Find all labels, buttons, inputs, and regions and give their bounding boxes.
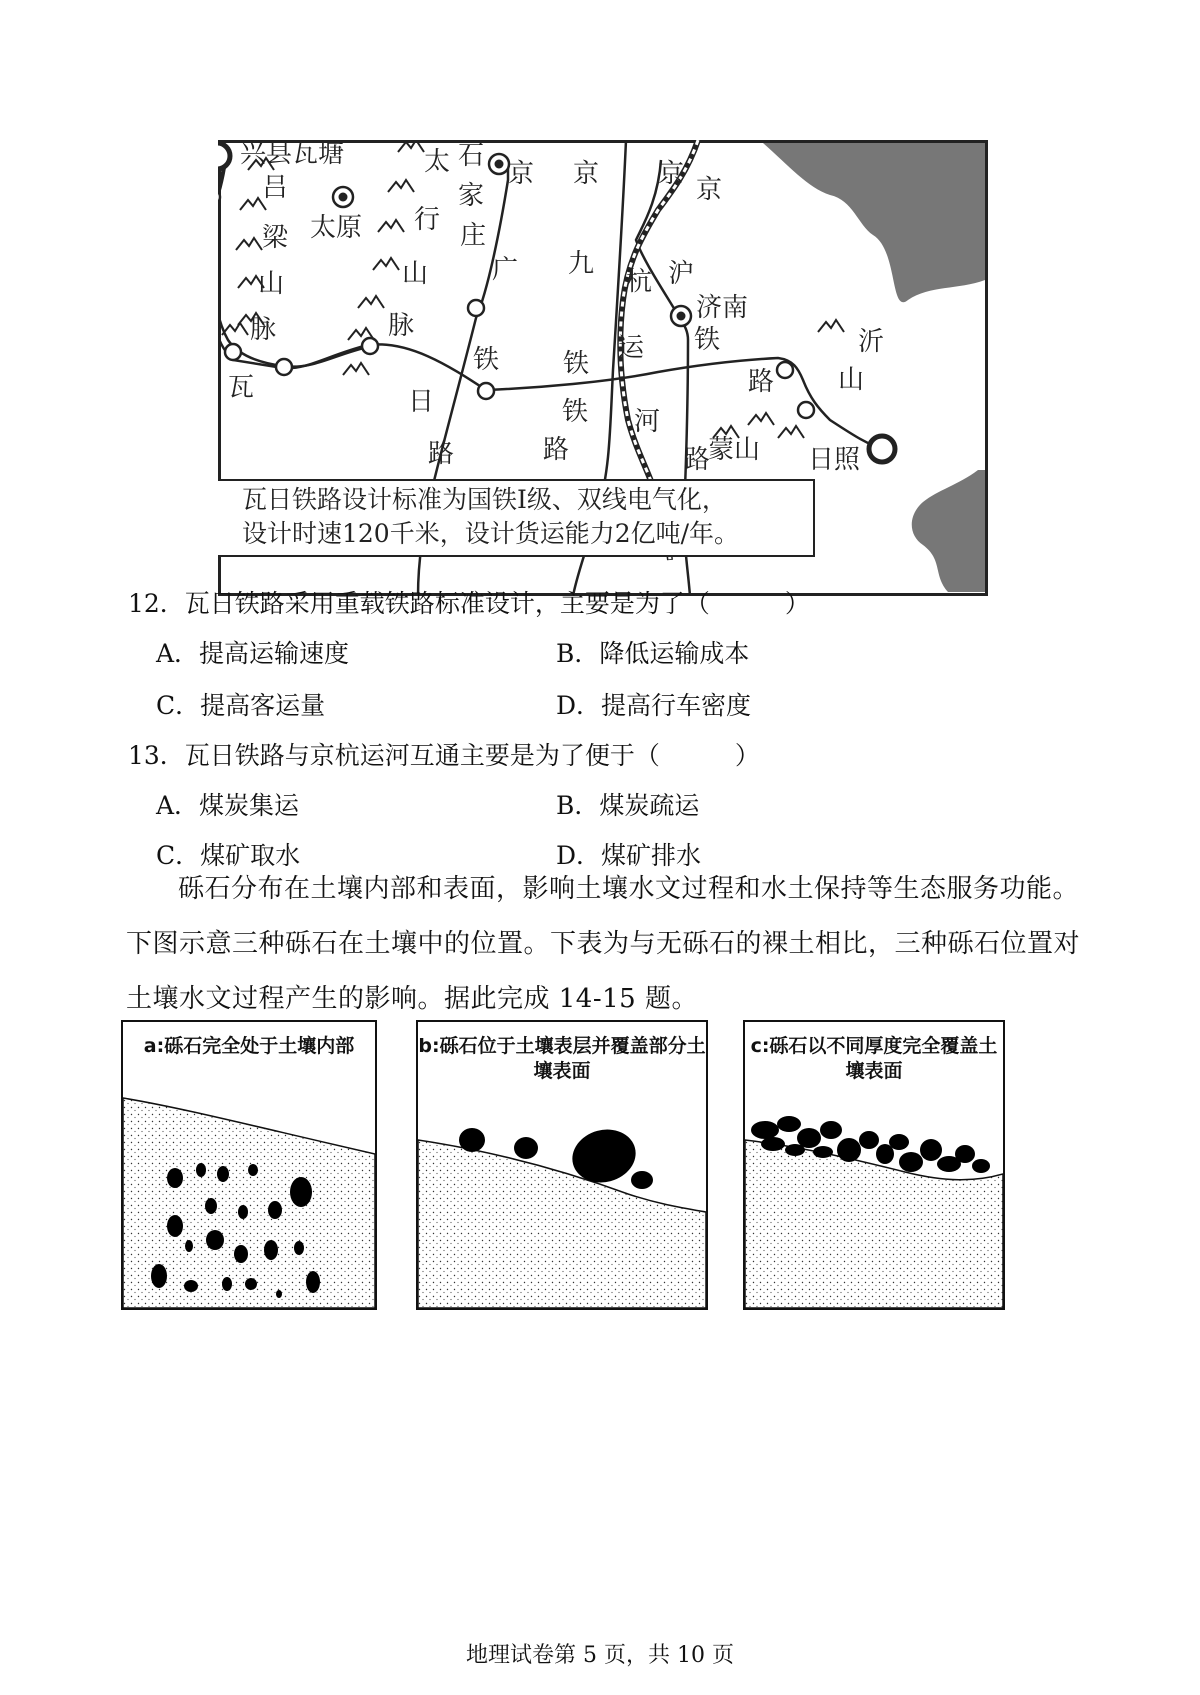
- label-lu3: 路: [684, 445, 711, 475]
- label-he: 河: [634, 407, 661, 437]
- panel-b-soil: [418, 1022, 706, 1308]
- label-jing1: 京: [508, 159, 535, 189]
- station-open: [478, 383, 494, 399]
- panel-a: [121, 1020, 377, 1310]
- panel-c-soil: [745, 1022, 1003, 1308]
- station-rizhao: [869, 436, 895, 462]
- q13-option-a[interactable]: A．煤炭集运: [156, 791, 300, 820]
- map-note-line2: 设计时速120千米，设计货运能力2亿吨/年。: [242, 519, 740, 548]
- label-jing4: 京: [696, 175, 723, 205]
- label-yun: 运: [618, 333, 645, 363]
- label-tie1: 铁: [473, 345, 500, 375]
- label-hu: 沪: [668, 259, 695, 289]
- label-shan1: 山: [258, 269, 285, 299]
- label-tie4: 铁: [562, 397, 589, 427]
- label-taiyuan: 太原: [310, 213, 363, 243]
- label-shan2: 山: [402, 259, 429, 289]
- label-mai2: 脉: [388, 311, 415, 341]
- q13-option-c[interactable]: C．煤矿取水: [156, 841, 301, 870]
- label-ri: 日: [408, 387, 435, 417]
- q13-option-b[interactable]: B．煤炭疏运: [556, 791, 700, 820]
- station-open: [777, 362, 793, 378]
- question-13-stem: 13．瓦日铁路与京杭运河互通主要是为了便于（ ）: [128, 741, 760, 770]
- panel-b: [416, 1020, 708, 1310]
- panel-a-caption: a:砾石完全处于土壤内部: [143, 1035, 355, 1057]
- label-lu: 吕: [262, 173, 289, 203]
- label-rizhao: 日照: [808, 445, 861, 475]
- map-note-line1: 瓦日铁路设计标准为国铁Ⅰ级、双线电气化，: [242, 485, 727, 514]
- label-yishan-shan: 山: [838, 365, 865, 395]
- label-jing2: 京: [573, 159, 600, 189]
- panel-b-caption: b:砾石位于土壤表层并覆盖部分土壤表面: [418, 1035, 706, 1082]
- label-hang-canal: 杭: [626, 267, 653, 297]
- label-liang: 梁: [262, 223, 289, 253]
- page-footer: 地理试卷第 5 页，共 10 页: [466, 1643, 734, 1668]
- label-jiu: 九: [568, 249, 595, 279]
- panel-c: [743, 1020, 1005, 1310]
- label-hang: 行: [414, 205, 441, 235]
- station-open: [798, 402, 814, 418]
- label-guang: 广: [492, 255, 519, 285]
- panel-a-soil: [123, 1022, 375, 1308]
- label-xingxian-watang: 兴县瓦塘: [240, 140, 345, 169]
- q12-option-c[interactable]: C．提高客运量: [156, 691, 326, 720]
- label-jinan: 济南: [696, 293, 749, 323]
- label-wa: 瓦: [228, 373, 255, 403]
- label-yishan-yi: 沂: [858, 327, 885, 357]
- q12-option-d[interactable]: D．提高行车密度: [556, 691, 752, 720]
- label-lu2: 路: [543, 435, 570, 465]
- label-lu4: 路: [748, 367, 775, 397]
- label-tai: 太: [424, 147, 451, 177]
- q12-option-a[interactable]: A．提高运输速度: [156, 639, 350, 668]
- station-open: [276, 359, 292, 375]
- label-jia: 家: [458, 181, 485, 211]
- railway-map: [218, 140, 988, 596]
- station-open: [225, 344, 241, 360]
- passage-text: 砾石分布在土壤内部和表面，影响土壤水文过程和水土保持等生态服务功能。下图示意三种砾石在土壤中的位置。下表为与无砾石的裸土相比，三种砾石位置对土壤水文过程产生的影响。据此完成 14-15 题。: [126, 874, 1081, 1014]
- panel-c-caption: c:砾石以不同厚度完全覆盖土壤表面: [750, 1035, 998, 1082]
- q13-option-d[interactable]: D．煤矿排水: [556, 841, 702, 870]
- label-mai1: 脉: [250, 315, 277, 345]
- label-lu1: 路: [428, 439, 455, 469]
- station-open: [362, 338, 378, 354]
- label-zhuang: 庄: [460, 221, 487, 251]
- q12-option-b[interactable]: B．降低运输成本: [556, 639, 750, 668]
- label-tie3: 铁: [694, 325, 721, 355]
- label-jing3: 京: [658, 159, 685, 189]
- label-mengshan: 蒙山: [708, 435, 761, 465]
- station-xingxian-watang: [218, 143, 230, 169]
- label-tie2: 铁: [563, 349, 590, 379]
- station-open: [468, 300, 484, 316]
- question-12-stem: 12．瓦日铁路采用重载铁路标准设计，主要是为了（ ）: [128, 589, 810, 618]
- label-shi: 石: [458, 141, 485, 171]
